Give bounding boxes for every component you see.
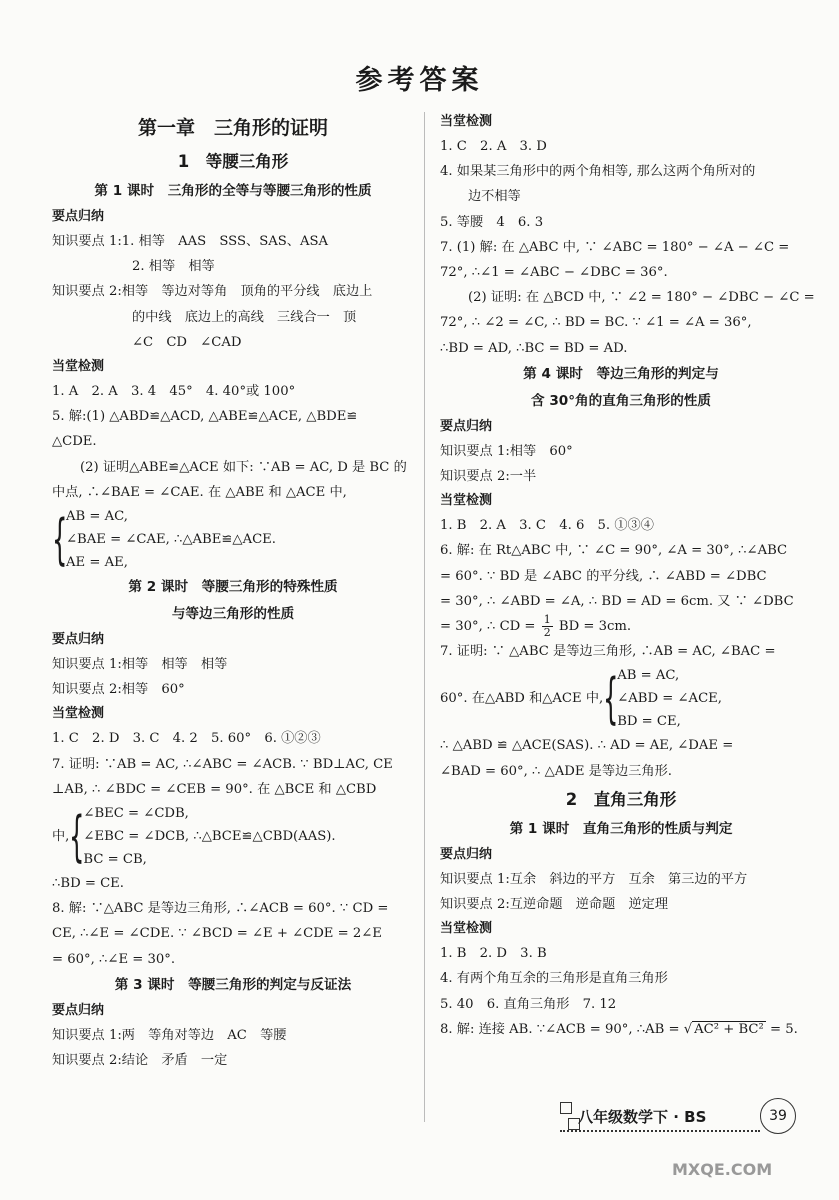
brace-prefix: 中, [52, 828, 70, 844]
answer-line-fraction [440, 614, 802, 639]
key-points-label: 要点归纳 [440, 418, 493, 434]
brace-symbol: { [69, 804, 85, 868]
brace-system [52, 505, 414, 574]
section-heading: 2 直角三角形 [565, 789, 677, 809]
answer-line: (2) 证明△ABE≌△ACE 如下: ∵AB = AC, D 是 BC 的 [80, 459, 407, 475]
answer-line: 知识要点 1:相等 60° [440, 443, 573, 459]
answer-line: 5. 解:(1) △ABD≌△ACD, △ABE≌△ACE, △BDE≌ [52, 409, 358, 425]
answer-line: 1. B 2. A 3. C 4. 6 5. ①③④ [440, 518, 654, 534]
text-segment: = 5. [770, 1021, 798, 1037]
answer-line: AB = AC, [617, 668, 680, 684]
answer-line: 1. C 2. D 3. C 4. 2 5. 60° 6. ①②③ [52, 731, 321, 747]
left-column [52, 110, 414, 1073]
brace-symbol: { [603, 666, 619, 730]
answer-line: 72°, ∴∠1 = ∠ABC − ∠DBC = 36°. [440, 265, 668, 281]
answer-line: ∠EBC = ∠DCB, ∴△BCE≌△CBD(AAS). [83, 829, 336, 845]
page-title: 参考答案 [355, 65, 484, 96]
answer-line: ∴BD = CE. [52, 876, 124, 892]
footer-dotted-line [560, 1130, 760, 1132]
answer-line: 4. 有两个角互余的三角形是直角三角形 [440, 971, 668, 987]
answer-line: 8. 解: ∵△ABC 是等边三角形, ∴∠ACB = 60°. ∵ CD = [52, 901, 389, 917]
answer-line: △CDE. [52, 434, 97, 450]
fraction-numerator: 1 [543, 613, 551, 627]
brace-system [52, 802, 414, 871]
brace-system [440, 664, 802, 733]
page-number: 39 [760, 1098, 796, 1134]
answer-line: ⊥AB, ∴ ∠BDC = ∠CEB = 90°. 在 △BCE 和 △CBD [52, 781, 377, 797]
answer-line: 的中线 底边上的高线 三线合一 顶 [132, 309, 357, 325]
answer-line: 知识要点 2:一半 [440, 469, 537, 485]
check-label: 当堂检测 [440, 493, 493, 509]
answer-line: 知识要点 2:相等 等边对等角 顶角的平分线 底边上 [52, 284, 373, 300]
answer-line: BD = CE, [617, 714, 681, 730]
answer-line: ∠BEC = ∠CDB, [83, 806, 189, 822]
answer-line: CE, ∴∠E = ∠CDE. ∵ ∠BCD = ∠E + ∠CDE = 2∠E [52, 926, 382, 942]
answer-line: 中点, ∴∠BAE = ∠CAE. 在 △ABE 和 △ACE 中, [52, 484, 347, 500]
answer-line: 1. C 2. A 3. D [440, 139, 547, 154]
answer-line: ∠ABD = ∠ACE, [617, 691, 722, 707]
lesson-heading: 第 3 课时 等腰三角形的判定与反证法 [114, 976, 352, 993]
answer-line: 知识要点 1:1. 相等 AAS SSS、SAS、ASA [52, 234, 329, 249]
answer-line: = 60°. ∵ BD 是 ∠ABC 的平分线, ∴ ∠ABD = ∠DBC [440, 568, 767, 584]
key-points-label: 要点归纳 [52, 632, 105, 648]
key-points-label: 要点归纳 [52, 1002, 105, 1018]
lesson-heading: 与等边三角形的性质 [171, 606, 295, 623]
lesson-heading: 含 30°角的直角三角形的性质 [531, 392, 711, 409]
answer-line: 5. 等腰 4 6. 3 [440, 214, 544, 230]
sqrt-radicand: AC² + BC² [694, 1021, 764, 1037]
answer-line: = 60°, ∴∠E = 30°. [52, 951, 176, 967]
answer-line: 知识要点 1:相等 相等 相等 [52, 657, 228, 673]
footer-square-icon [560, 1102, 572, 1114]
answer-line: 4. 如果某三角形中的两个角相等, 那么这两个角所对的 [440, 164, 756, 180]
answer-line: ∠C CD ∠CAD [132, 334, 242, 350]
answer-line: 知识要点 2:相等 60° [52, 682, 185, 698]
check-label: 当堂检测 [52, 359, 105, 375]
answer-line: ∠BAD = 60°, ∴ △ADE 是等边三角形. [440, 763, 672, 779]
answer-line: 知识要点 1:两 等角对等边 AC 等腰 [52, 1027, 287, 1043]
watermark: MXQE.COM [672, 1160, 773, 1179]
answer-line: = 30°, ∴ ∠ABD = ∠A, ∴ BD = AD = 6cm. 又 ∵ ∠DBC [440, 593, 794, 609]
chapter-heading: 第一章 三角形的证明 [137, 117, 328, 139]
column-divider [424, 112, 425, 1122]
answer-line: AE = AE, [66, 555, 128, 571]
sqrt-symbol: √ [683, 1021, 693, 1037]
answer-line: 72°, ∴ ∠2 = ∠C, ∴ BD = BC. ∵ ∠1 = ∠A = 36°, [440, 315, 752, 331]
right-column [440, 110, 815, 1042]
answer-line: 7. 证明: ∵ △ABC 是等边三角形, ∴AB = AC, ∠BAC = [440, 644, 776, 660]
text-segment: BD = 3cm. [558, 619, 632, 635]
key-points-label: 要点归纳 [440, 846, 493, 862]
brace-symbol: { [52, 507, 68, 571]
answer-line-sqrt [440, 1017, 802, 1042]
answer-line: 知识要点 2:结论 矛盾 一定 [52, 1053, 228, 1069]
check-label: 当堂检测 [440, 114, 493, 129]
answer-line: 7. (1) 解: 在 △ABC 中, ∵ ∠ABC = 180° − ∠A − ∠C = [440, 239, 790, 255]
answer-line: 1. B 2. D 3. B [440, 946, 547, 962]
page-footer [560, 1096, 810, 1156]
check-label: 当堂检测 [52, 706, 105, 722]
answer-line: (2) 证明: 在 △BCD 中, ∵ ∠2 = 180° − ∠DBC − ∠C = [468, 290, 815, 306]
answer-line: ∠BAE = ∠CAE, ∴△ABE≌△ACE. [66, 532, 276, 548]
section-heading: 1 等腰三角形 [177, 152, 289, 171]
lesson-heading: 第 4 课时 等边三角形的判定与 [523, 365, 719, 382]
answer-line: AB = AC, [66, 509, 128, 525]
answer-line: 2. 相等 相等 [132, 259, 215, 275]
fraction [542, 614, 553, 639]
answer-line: ∴BD = AD, ∴BC = BD = AD. [440, 340, 628, 356]
lesson-heading: 第 2 课时 等腰三角形的特殊性质 [128, 579, 338, 596]
answer-line: BC = CB, [83, 852, 147, 868]
answer-line: 6. 解: 在 Rt△ABC 中, ∵ ∠C = 90°, ∠A = 30°, ∴∠ABC [440, 543, 788, 559]
book-label: 八年级数学下 · BS [578, 1108, 707, 1126]
brace-prefix: 60°. 在△ABD 和△ACE 中, [440, 691, 604, 707]
answer-line: 5. 40 6. 直角三角形 7. 12 [440, 996, 617, 1012]
answer-line: 7. 证明: ∵AB = AC, ∴∠ABC = ∠ACB. ∵ BD⊥AC, CE [52, 756, 393, 772]
answer-line: 边不相等 [468, 189, 521, 205]
answer-line: ∴ △ABD ≌ △ACE(SAS). ∴ AD = AE, ∠DAE = [440, 738, 734, 754]
answer-line: 知识要点 1:互余 斜边的平方 互余 第三边的平方 [440, 871, 748, 887]
lesson-heading: 第 1 课时 直角三角形的性质与判定 [509, 820, 733, 837]
text-segment: = 30°, ∴ CD = [440, 619, 536, 635]
text-segment: 8. 解: 连接 AB. ∵∠ACB = 90°, ∴AB = [440, 1021, 680, 1037]
fraction-denominator: 2 [543, 626, 551, 640]
answer-line: 知识要点 2:互逆命题 逆命题 逆定理 [440, 897, 669, 913]
lesson-heading: 第 1 课时 三角形的全等与等腰三角形的性质 [94, 183, 372, 199]
check-label: 当堂检测 [440, 921, 493, 937]
key-points-label: 要点归纳 [52, 209, 105, 224]
answer-line: 1. A 2. A 3. 4 45° 4. 40°或 100° [52, 384, 296, 400]
